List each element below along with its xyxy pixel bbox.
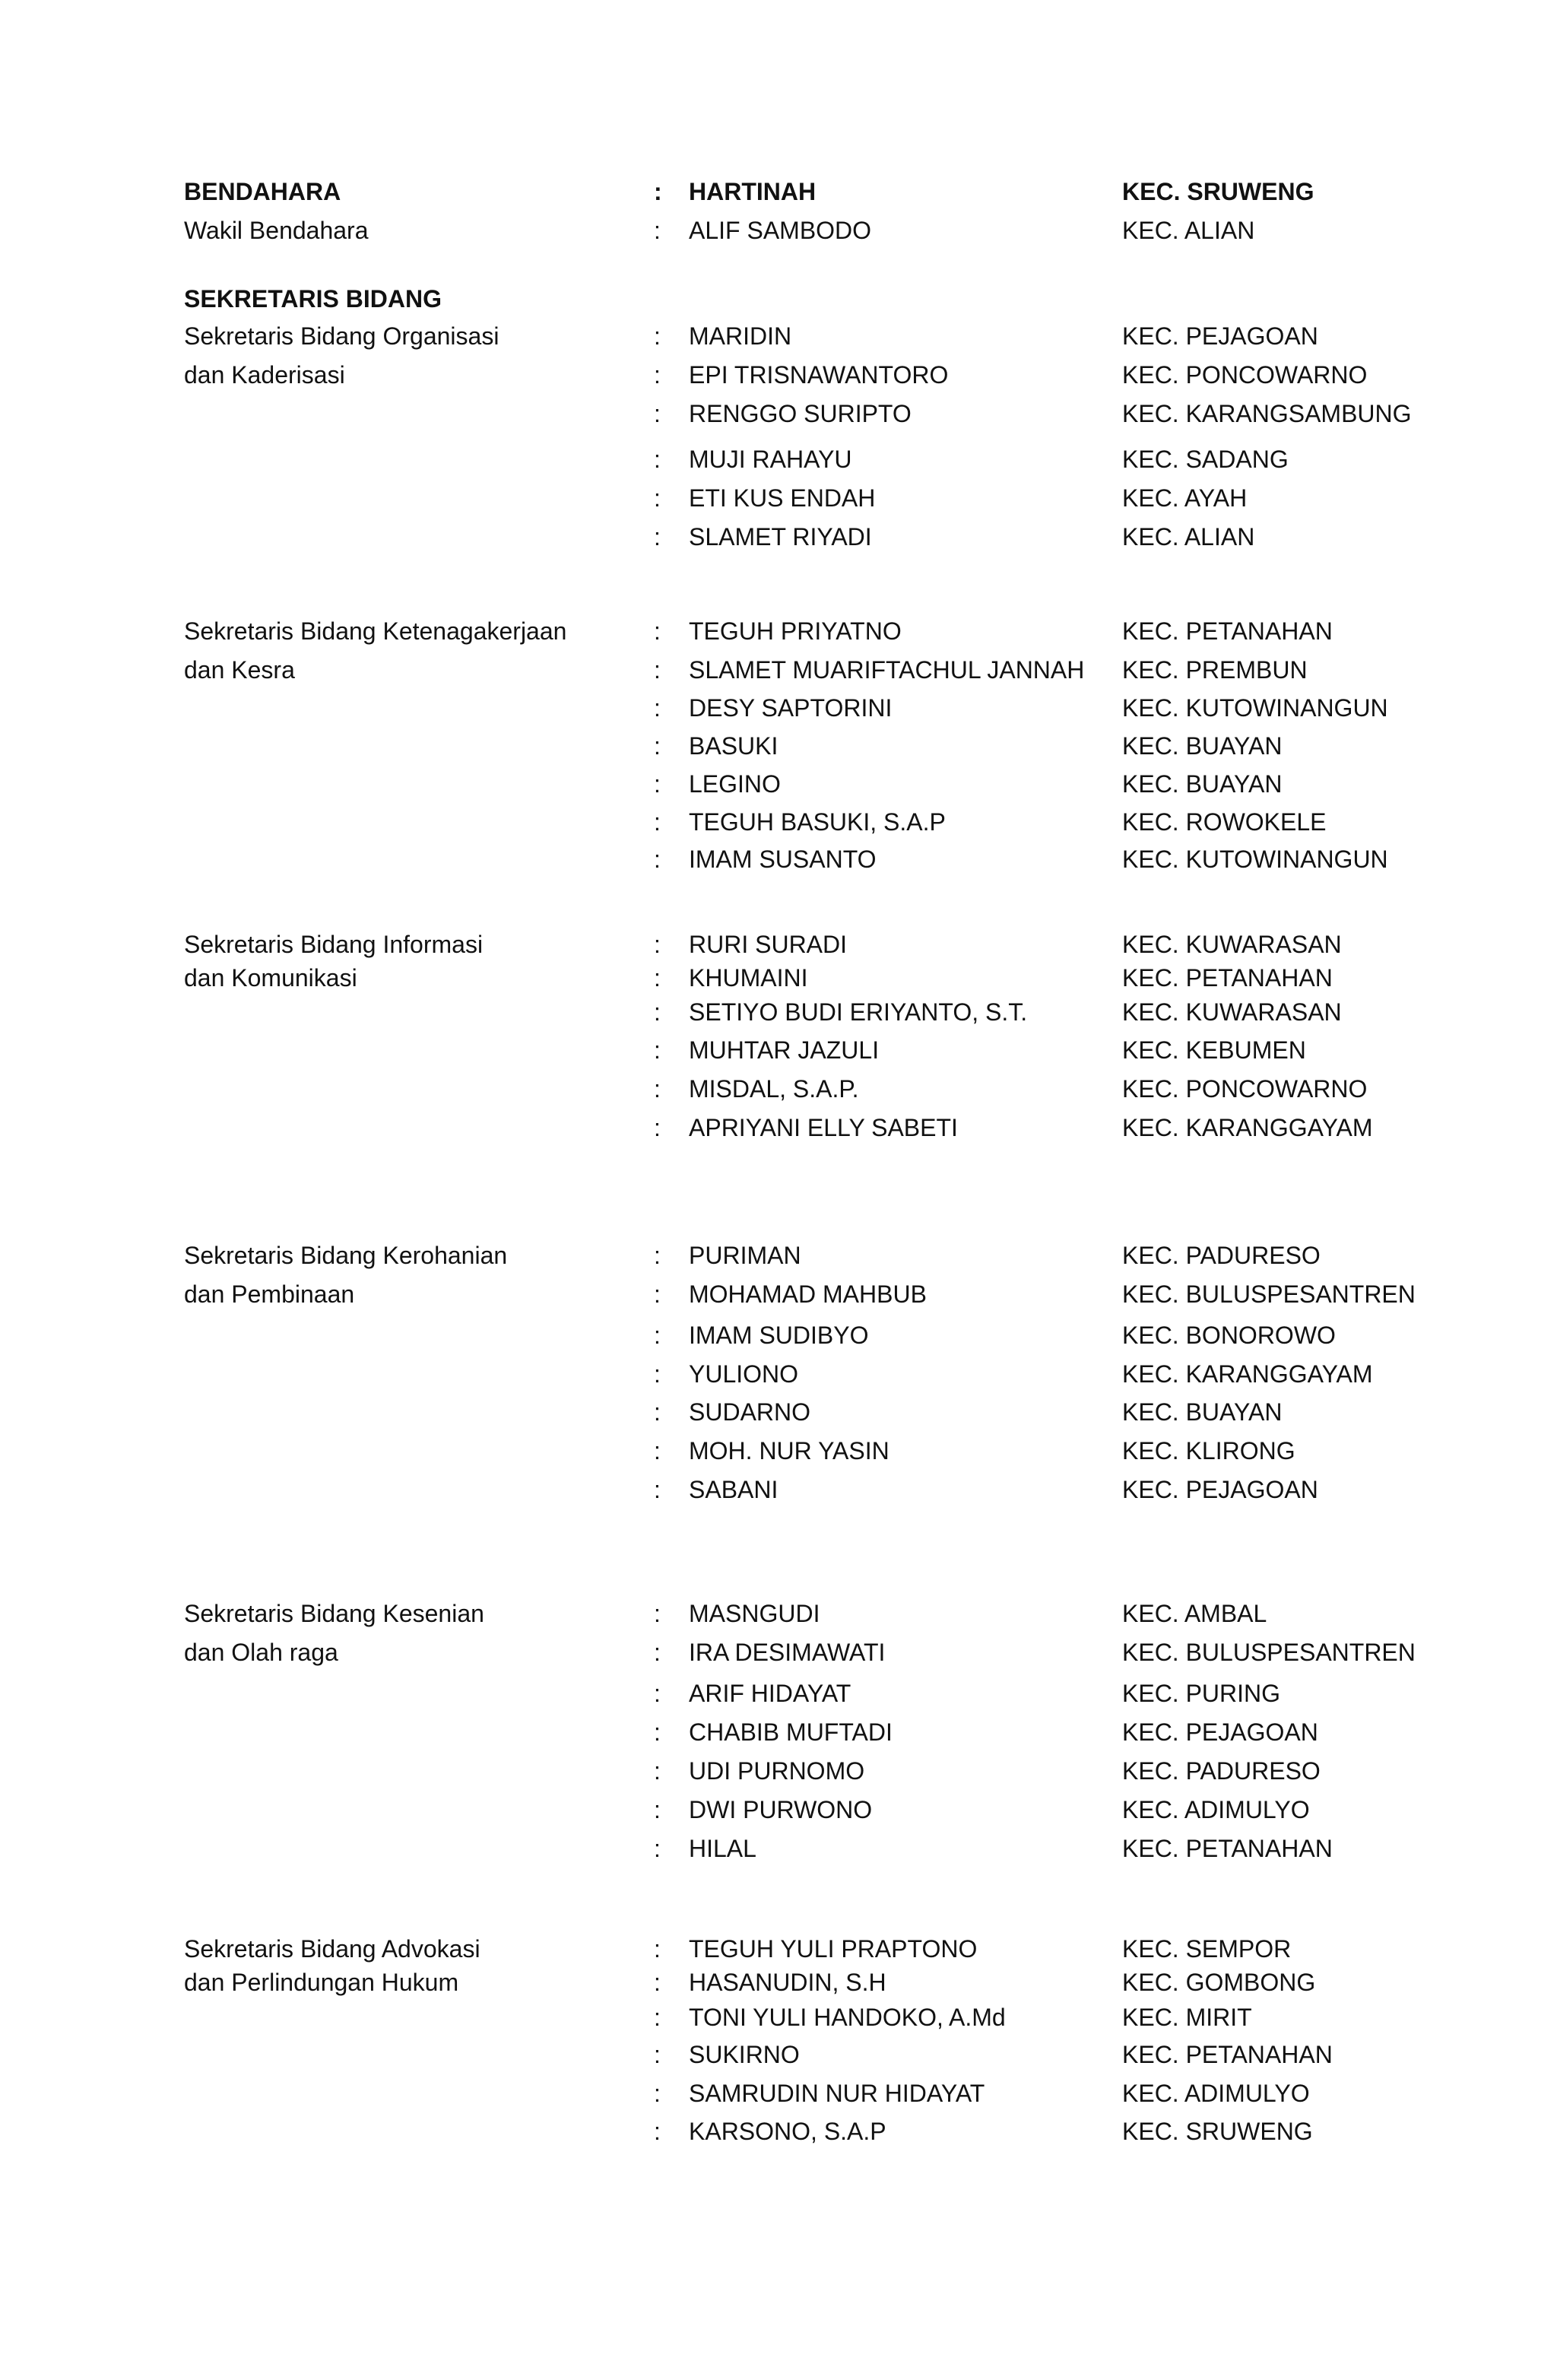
member-name: IRA DESIMAWATI (689, 1639, 886, 1666)
member-name: IMAM SUSANTO (689, 846, 877, 873)
colon-separator: : (654, 732, 661, 760)
member-row (0, 1793, 1557, 1826)
member-row (0, 729, 1557, 763)
colon-separator: : (654, 1280, 661, 1308)
colon-separator: : (654, 846, 661, 873)
member-row (0, 319, 1557, 353)
member-row (0, 1319, 1557, 1352)
member-name: BASUKI (689, 732, 778, 760)
member-name: KHUMAINI (689, 964, 808, 992)
colon-separator: : (654, 1075, 661, 1103)
colon-separator: : (654, 400, 661, 427)
colon-separator: : (654, 1242, 661, 1269)
member-kecamatan: KEC. PEJAGOAN (1122, 1718, 1318, 1746)
member-row (0, 2001, 1557, 2034)
member-row (0, 995, 1557, 1029)
member-row (0, 843, 1557, 876)
colon-separator: : (654, 523, 661, 551)
member-kecamatan: KEC. BULUSPESANTREN (1122, 1639, 1416, 1666)
member-kecamatan: KEC. ALIAN (1122, 217, 1255, 244)
group-label: Sekretaris Bidang Ketenagakerjaan (184, 617, 567, 645)
member-row (0, 1239, 1557, 1272)
member-name: LEGINO (689, 770, 781, 798)
colon-separator: : (654, 1036, 661, 1064)
member-kecamatan: KEC. BULUSPESANTREN (1122, 1280, 1416, 1308)
member-kecamatan: KEC. AYAH (1122, 484, 1248, 512)
member-row (0, 520, 1557, 554)
member-kecamatan: KEC. SRUWENG (1122, 178, 1314, 205)
member-name: SLAMET RIYADI (689, 523, 872, 551)
member-kecamatan: KEC. MIRIT (1122, 2004, 1252, 2031)
colon-separator: : (654, 1969, 661, 1996)
group-label: Sekretaris Bidang Advokasi (184, 1935, 480, 1963)
member-row (0, 1434, 1557, 1468)
member-row (0, 1715, 1557, 1749)
member-name: MARIDIN (689, 322, 792, 350)
member-row (0, 961, 1557, 995)
member-name: KARSONO, S.A.P (689, 2118, 886, 2145)
group-label: Sekretaris Bidang Kerohanian (184, 1242, 508, 1269)
colon-separator: : (654, 1398, 661, 1426)
member-kecamatan: KEC. BUAYAN (1122, 1398, 1283, 1426)
member-kecamatan: KEC. BUAYAN (1122, 770, 1283, 798)
section-heading: SEKRETARIS BIDANG (184, 285, 442, 313)
colon-separator: : (654, 1476, 661, 1503)
group-label: dan Olah raga (184, 1639, 338, 1666)
colon-separator: : (654, 964, 661, 992)
member-row (0, 481, 1557, 515)
member-row (0, 691, 1557, 725)
member-name: SETIYO BUDI ERIYANTO, S.T. (689, 998, 1028, 1026)
member-kecamatan: KEC. KARANGSAMBUNG (1122, 400, 1412, 427)
vice-treasurer-row (0, 214, 1557, 247)
colon-separator: : (654, 1437, 661, 1464)
role-label: BENDAHARA (184, 178, 341, 205)
member-kecamatan: KEC. PEJAGOAN (1122, 1476, 1318, 1503)
member-name: IMAM SUDIBYO (689, 1322, 869, 1349)
colon-separator: : (654, 617, 661, 645)
member-kecamatan: KEC. PONCOWARNO (1122, 361, 1368, 389)
member-row (0, 397, 1557, 430)
member-row (0, 1754, 1557, 1788)
member-row (0, 1072, 1557, 1106)
member-kecamatan: KEC. PETANAHAN (1122, 1835, 1333, 1862)
member-name: CHABIB MUFTADI (689, 1718, 893, 1746)
group-label: dan Komunikasi (184, 964, 357, 992)
member-row (0, 1473, 1557, 1506)
member-name: EPI TRISNAWANTORO (689, 361, 949, 389)
member-name: SUDARNO (689, 1398, 811, 1426)
member-kecamatan: KEC. PETANAHAN (1122, 2041, 1333, 2068)
colon-separator: : (654, 1935, 661, 1963)
colon-separator: : (654, 2004, 661, 2031)
member-row (0, 1636, 1557, 1669)
member-row (0, 614, 1557, 648)
group-label: dan Kesra (184, 656, 295, 684)
member-row (0, 653, 1557, 687)
member-row (0, 1597, 1557, 1630)
member-kecamatan: KEC. BONOROWO (1122, 1322, 1336, 1349)
member-name: SLAMET MUARIFTACHUL JANNAH (689, 656, 1085, 684)
member-kecamatan: KEC. PURING (1122, 1680, 1281, 1707)
member-kecamatan: KEC. AMBAL (1122, 1600, 1267, 1627)
member-kecamatan: KEC. KARANGGAYAM (1122, 1360, 1373, 1388)
colon-separator: : (654, 1835, 661, 1862)
member-kecamatan: KEC. SEMPOR (1122, 1935, 1292, 1963)
colon-separator: : (654, 998, 661, 1026)
colon-separator: : (654, 770, 661, 798)
member-name: TEGUH PRIYATNO (689, 617, 902, 645)
colon-separator: : (654, 2041, 661, 2068)
member-row (0, 358, 1557, 392)
member-kecamatan: KEC. ROWOKELE (1122, 808, 1327, 836)
member-kecamatan: KEC. ALIAN (1122, 523, 1255, 551)
member-kecamatan: KEC. PADURESO (1122, 1757, 1321, 1785)
member-kecamatan: KEC. PREMBUN (1122, 656, 1308, 684)
member-kecamatan: KEC. SADANG (1122, 446, 1289, 473)
member-row (0, 2077, 1557, 2110)
member-kecamatan: KEC. SRUWENG (1122, 2118, 1313, 2145)
member-name: HARTINAH (689, 178, 817, 205)
colon-separator: : (654, 322, 661, 350)
colon-separator: : (654, 808, 661, 836)
colon-separator: : (654, 361, 661, 389)
member-row (0, 767, 1557, 801)
colon-separator: : (654, 1114, 661, 1141)
member-kecamatan: KEC. PEJAGOAN (1122, 322, 1318, 350)
colon-separator: : (654, 484, 661, 512)
colon-separator: : (654, 1680, 661, 1707)
member-name: YULIONO (689, 1360, 799, 1388)
member-kecamatan: KEC. KUWARASAN (1122, 998, 1342, 1026)
member-row (0, 1357, 1557, 1391)
colon-separator: : (654, 1796, 661, 1823)
member-kecamatan: KEC. PETANAHAN (1122, 964, 1333, 992)
member-name: TEGUH BASUKI, S.A.P (689, 808, 946, 836)
member-name: ARIF HIDAYAT (689, 1680, 851, 1707)
group-label: dan Perlindungan Hukum (184, 1969, 459, 1996)
member-name: SUKIRNO (689, 2041, 800, 2068)
member-name: HILAL (689, 1835, 756, 1862)
member-name: APRIYANI ELLY SABETI (689, 1114, 958, 1141)
colon-separator: : (654, 2118, 661, 2145)
member-name: MISDAL, S.A.P. (689, 1075, 859, 1103)
group-label: dan Pembinaan (184, 1280, 355, 1308)
member-kecamatan: KEC. KUWARASAN (1122, 931, 1342, 958)
member-kecamatan: KEC. KEBUMEN (1122, 1036, 1306, 1064)
member-row (0, 1395, 1557, 1429)
member-name: MUJI RAHAYU (689, 446, 852, 473)
group-label: dan Kaderisasi (184, 361, 345, 389)
member-row (0, 443, 1557, 476)
member-row (0, 1677, 1557, 1710)
member-row (0, 1111, 1557, 1144)
member-name: MASNGUDI (689, 1600, 820, 1627)
colon-separator: : (654, 694, 661, 722)
member-kecamatan: KEC. KLIRONG (1122, 1437, 1295, 1464)
member-name: MOHAMAD MAHBUB (689, 1280, 927, 1308)
colon-separator: : (654, 217, 661, 244)
member-kecamatan: KEC. KUTOWINANGUN (1122, 846, 1388, 873)
member-kecamatan: KEC. PADURESO (1122, 1242, 1321, 1269)
colon-separator: : (654, 1639, 661, 1666)
colon-separator: : (654, 656, 661, 684)
member-name: SABANI (689, 1476, 778, 1503)
colon-separator: : (654, 1718, 661, 1746)
member-row (0, 1033, 1557, 1067)
treasurer-row (0, 175, 1557, 208)
member-kecamatan: KEC. GOMBONG (1122, 1969, 1316, 1996)
member-name: DESY SAPTORINI (689, 694, 893, 722)
member-name: MOH. NUR YASIN (689, 1437, 889, 1464)
member-row (0, 2038, 1557, 2071)
member-row (0, 805, 1557, 839)
group-label: Sekretaris Bidang Organisasi (184, 322, 499, 350)
member-row (0, 1277, 1557, 1311)
member-kecamatan: KEC. KARANGGAYAM (1122, 1114, 1373, 1141)
member-name: MUHTAR JAZULI (689, 1036, 880, 1064)
member-kecamatan: KEC. ADIMULYO (1122, 2080, 1310, 2107)
member-name: ETI KUS ENDAH (689, 484, 876, 512)
role-label: Wakil Bendahara (184, 217, 369, 244)
member-kecamatan: KEC. PONCOWARNO (1122, 1075, 1368, 1103)
member-row (0, 1966, 1557, 1999)
member-name: PURIMAN (689, 1242, 801, 1269)
member-kecamatan: KEC. KUTOWINANGUN (1122, 694, 1388, 722)
member-row (0, 928, 1557, 961)
member-name: DWI PURWONO (689, 1796, 873, 1823)
member-name: SAMRUDIN NUR HIDAYAT (689, 2080, 985, 2107)
member-row (0, 1832, 1557, 1865)
member-kecamatan: KEC. PETANAHAN (1122, 617, 1333, 645)
colon-separator: : (654, 2080, 661, 2107)
colon-separator: : (654, 446, 661, 473)
colon-separator: : (654, 178, 662, 205)
colon-separator: : (654, 1600, 661, 1627)
member-row (0, 2115, 1557, 2148)
colon-separator: : (654, 1360, 661, 1388)
member-row (0, 1932, 1557, 1966)
group-label: Sekretaris Bidang Kesenian (184, 1600, 484, 1627)
member-kecamatan: KEC. BUAYAN (1122, 732, 1283, 760)
member-kecamatan: KEC. ADIMULYO (1122, 1796, 1310, 1823)
member-name: ALIF SAMBODO (689, 217, 872, 244)
member-name: TONI YULI HANDOKO, A.Md (689, 2004, 1006, 2031)
member-name: RENGGO SURIPTO (689, 400, 912, 427)
member-name: UDI PURNOMO (689, 1757, 865, 1785)
member-name: RURI SURADI (689, 931, 848, 958)
colon-separator: : (654, 931, 661, 958)
member-name: TEGUH YULI PRAPTONO (689, 1935, 978, 1963)
member-name: HASANUDIN, S.H (689, 1969, 886, 1996)
colon-separator: : (654, 1322, 661, 1349)
colon-separator: : (654, 1757, 661, 1785)
group-label: Sekretaris Bidang Informasi (184, 931, 484, 958)
